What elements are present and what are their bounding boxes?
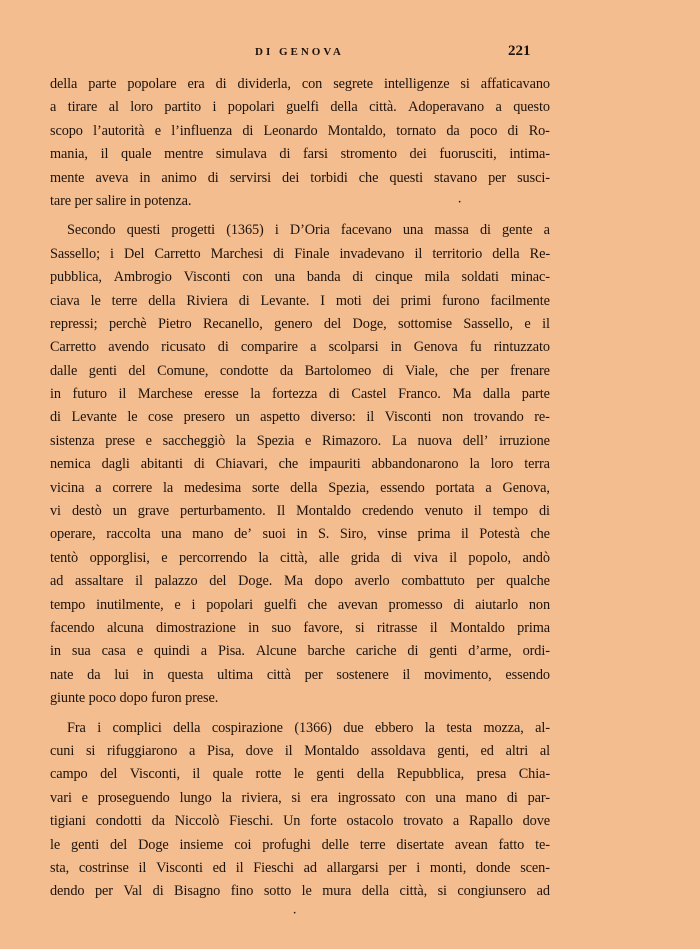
- text-line: Secondo questi progetti (1365) i D’Oria facevano una massa di gente a: [67, 222, 550, 239]
- text-line: pubblica, Ambrogio Visconti con una banda di cinque mila soldati minac-: [50, 269, 550, 286]
- text-line: sistenza prese e saccheggiò la Spezia e Rimazoro. La nuova dell’ irruzione: [50, 432, 550, 449]
- text-line: tigiani condotti da Niccolò Fieschi. Un forte ostacolo trovato a Rapallo dove: [50, 813, 550, 830]
- text-line: Sassello; i Del Carretto Marchesi di Finale invadevano il territorio della Re-: [50, 245, 550, 262]
- text-line: di Levante le cose presero un aspetto diverso: il Visconti non trovando re-: [50, 409, 550, 426]
- print-speck: ·: [458, 197, 462, 208]
- text-line: campo del Visconti, il quale rotte le genti della Repubblica, presa Chia-: [50, 766, 550, 783]
- text-line: mania, il quale mentre simulava di farsi stromento dei fuorusciti, intima-: [50, 146, 550, 163]
- running-header: [0, 43, 700, 66]
- text-line: tentò opporglisi, e percorrendo la città, alle grida di viva il popolo, andò: [50, 549, 550, 566]
- text-line: a tirare al loro partito i popolari guelfi della città. Adoperavano a questo: [50, 99, 550, 116]
- text-line: Fra i complici della cospirazione (1366) due ebbero la testa mozza, al-: [67, 719, 550, 736]
- text-line: mente aveva in animo di servirsi dei torbidi che questi stavano per susci-: [50, 169, 550, 186]
- text-line: Carretto avendo ricusato di comparire a scolparsi in Genova fu rintuzzato: [50, 339, 550, 356]
- text-line: della parte popolare era di dividerla, con segrete intelligenze si affaticavano: [50, 76, 550, 92]
- text-line: sta, costrinse il Visconti ed il Fieschi ad allargarsi per i monti, donde scen-: [50, 859, 550, 876]
- text-line: ciava le terre della Riviera di Levante. I moti dei primi furono facilmente: [50, 292, 550, 309]
- text-line: cuni si rifuggiarono a Pisa, dove il Montaldo assoldava genti, ed altri al: [50, 742, 550, 759]
- paragraph: [50, 73, 550, 213]
- text-line: dalle genti del Comune, condotte da Bartolomeo di Viale, che per frenare: [50, 362, 550, 379]
- text-line: vicina a correre la medesima sorte della Spezia, essendo portata a Genova,: [50, 479, 550, 496]
- page-number: 221: [508, 43, 531, 59]
- running-title: DI GENOVA: [255, 46, 344, 58]
- print-speck: ·: [293, 908, 297, 919]
- paragraph: [50, 717, 550, 904]
- body-text: [50, 73, 550, 904]
- text-line: dendo per Val di Bisagno fino sotto le mura della città, si congiunsero ad: [50, 883, 550, 900]
- text-line: vi destò un grave perturbamento. Il Montaldo credendo venuto il tempo di: [50, 503, 550, 520]
- text-line: repressi; perchè Pietro Recanello, genero del Doge, sottomise Sassello, e il: [50, 315, 550, 332]
- paragraph: [50, 219, 550, 710]
- text-line: nate da lui in questa ultima città per sostenere il movimento, essendo: [50, 666, 550, 683]
- text-line: vari e proseguendo lungo la riviera, si era ingrossato con una mano di par-: [50, 789, 550, 806]
- text-line: in futuro il Marchese eresse la fortezza di Castel Franco. Ma dalla parte: [50, 386, 550, 403]
- text-line: tare per salire in potenza.: [50, 192, 192, 209]
- text-line: scopo l’autorità e l’influenza di Leonardo Montaldo, tornato da poco di Ro-: [50, 122, 550, 139]
- text-line: tempo inutilmente, e i popolari guelfi che avevan promesso di aiutarlo non: [50, 596, 550, 613]
- text-line: operare, raccolta una mano de’ suoi in S. Siro, vinse prima il Potestà che: [50, 526, 550, 543]
- text-line: nemica dagli abitanti di Chiavari, che impauriti abbandonarono la loro terra: [50, 456, 550, 473]
- text-line: le genti del Doge insieme coi profughi delle terre disertate avean fatto te-: [50, 836, 550, 853]
- text-line: giunte poco dopo furon prese.: [50, 690, 219, 707]
- text-line: facendo alcuna dimostrazione in suo favore, si ritrasse il Montaldo prima: [50, 619, 550, 636]
- text-line: ad assaltare il palazzo del Doge. Ma dopo averlo combattuto per qualche: [50, 573, 550, 590]
- text-line: in sua casa e quindi a Pisa. Alcune barche cariche di genti d’arme, ordi-: [50, 643, 550, 660]
